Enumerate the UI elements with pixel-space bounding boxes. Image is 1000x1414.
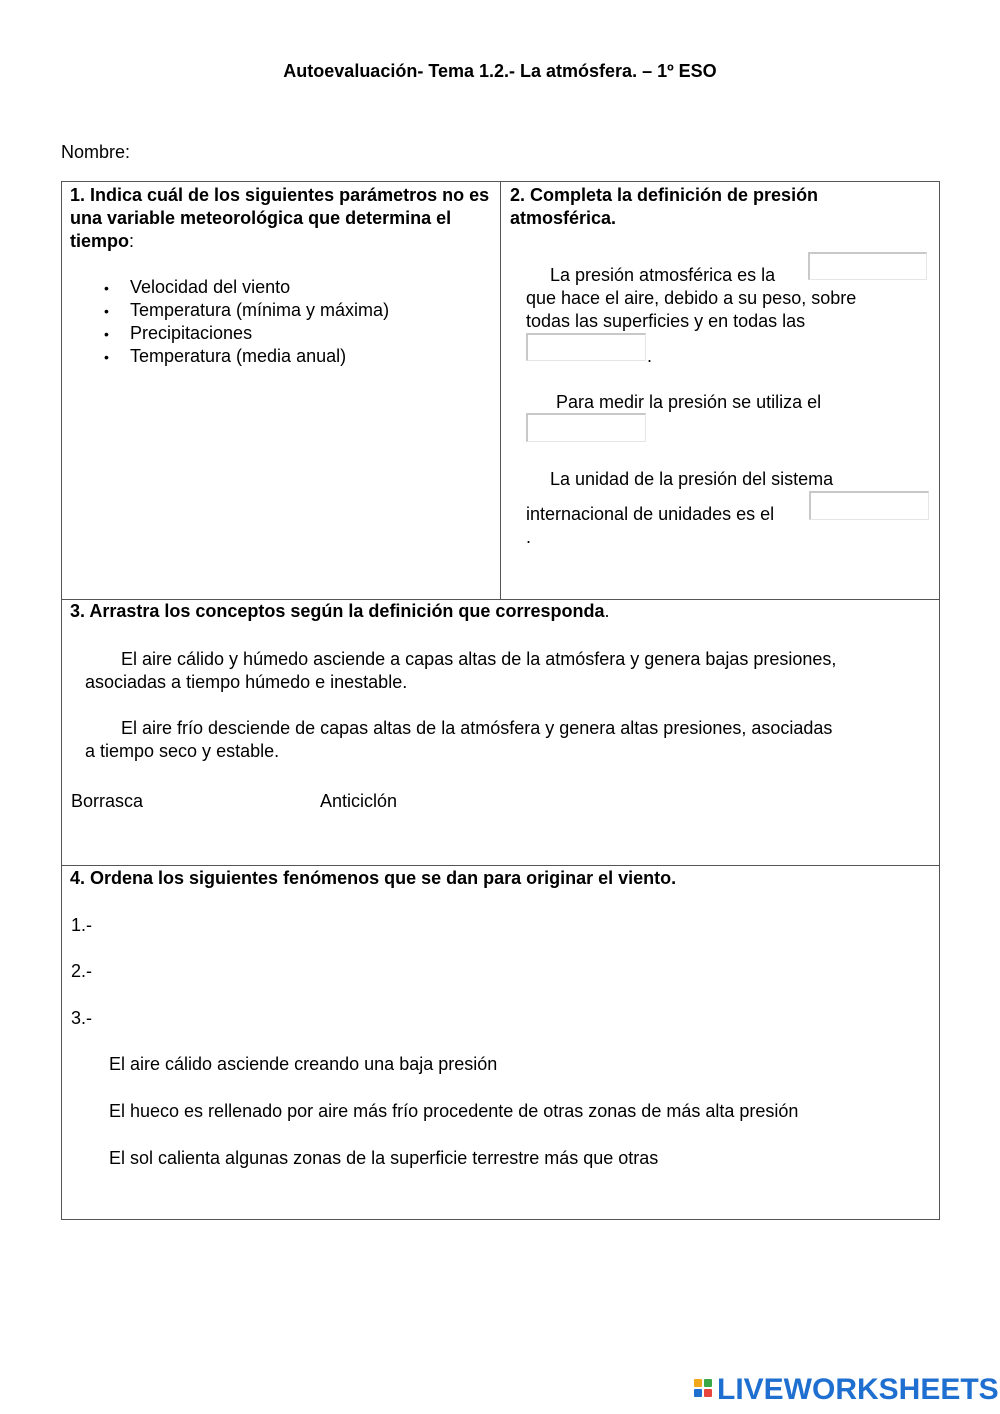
q2-sentence-1b: que hace el aire, debido a su peso, sobre xyxy=(526,288,857,308)
answer-blank-4[interactable] xyxy=(809,491,929,520)
question-1 xyxy=(70,184,490,368)
phenomenon-item[interactable]: El sol calienta algunas zonas de la superficie terrestre más que otras xyxy=(109,1148,659,1168)
liveworksheets-logo-icon xyxy=(693,1375,717,1405)
q2-sentence-3a: La unidad de la presión del sistema xyxy=(550,469,834,489)
q2-sentence-2: Para medir la presión se utiliza el xyxy=(556,392,822,412)
liveworksheets-logo xyxy=(693,1374,999,1406)
name-label: Nombre: xyxy=(61,142,131,162)
question-4-prompt: 4. Ordena los siguientes fenómenos que se dan para originar el viento. xyxy=(70,868,677,888)
q2-sentence-3-end: . xyxy=(526,527,532,547)
option-item[interactable]: • Velocidad del viento xyxy=(70,276,490,299)
liveworksheets-logo-text: LIVEWORKSHEETS xyxy=(717,1373,999,1406)
q2-sentence-1a: La presión atmosférica es la xyxy=(550,265,776,285)
definition-2-line-2: a tiempo seco y estable. xyxy=(85,741,280,761)
answer-blank-1[interactable] xyxy=(808,252,927,280)
worksheet-title: Autoevaluación- Tema 1.2.- La atmósfera. – 1º ESO xyxy=(283,61,717,81)
question-4 xyxy=(62,865,941,1220)
order-slot-3[interactable]: 3.- xyxy=(71,1008,93,1028)
definition-1-line-2: asociadas a tiempo húmedo e inestable. xyxy=(85,672,408,692)
concept-anticiclon[interactable]: Anticiclón xyxy=(320,791,398,811)
order-slot-1[interactable]: 1.- xyxy=(71,915,93,935)
option-item[interactable]: • Temperatura (mínima y máxima) xyxy=(70,299,490,322)
column-divider xyxy=(500,182,501,599)
answer-blank-3[interactable] xyxy=(526,413,646,442)
question-3-prompt: 3. Arrastra los conceptos según la definición que corresponda. xyxy=(70,601,610,621)
question-1-prompt: 1. Indica cuál de los siguientes parámetros no es una variable meteorológica que determina el tiempo: xyxy=(70,185,490,251)
q2-sentence-3b: internacional de unidades es el xyxy=(526,504,775,524)
question-2 xyxy=(509,182,941,599)
phenomenon-item[interactable]: El aire cálido asciende creando una baja presión xyxy=(109,1054,498,1074)
definition-1-line-1: El aire cálido y húmedo asciende a capas altas de la atmósfera y genera bajas presiones, xyxy=(121,649,837,669)
question-1-options xyxy=(70,276,490,368)
order-slot-2[interactable]: 2.- xyxy=(71,961,93,981)
definition-2-line-1: El aire frío desciende de capas altas de la atmósfera y genera altas presiones, asociadas xyxy=(121,718,833,738)
question-3 xyxy=(62,599,941,865)
q2-sentence-1-end: . xyxy=(647,346,653,366)
question-2-prompt: 2. Completa la definición de presión atmosférica. xyxy=(510,185,819,228)
worksheet-table xyxy=(61,181,940,1220)
concept-borrasca[interactable]: Borrasca xyxy=(71,791,144,811)
phenomenon-item[interactable]: El hueco es rellenado por aire más frío procedente de otras zonas de más alta presión xyxy=(109,1101,799,1121)
answer-blank-2[interactable] xyxy=(526,333,646,361)
q2-sentence-1c: todas las superficies y en todas las xyxy=(526,311,806,331)
option-item[interactable]: • Precipitaciones xyxy=(70,322,490,345)
option-item[interactable]: • Temperatura (media anual) xyxy=(70,345,490,368)
